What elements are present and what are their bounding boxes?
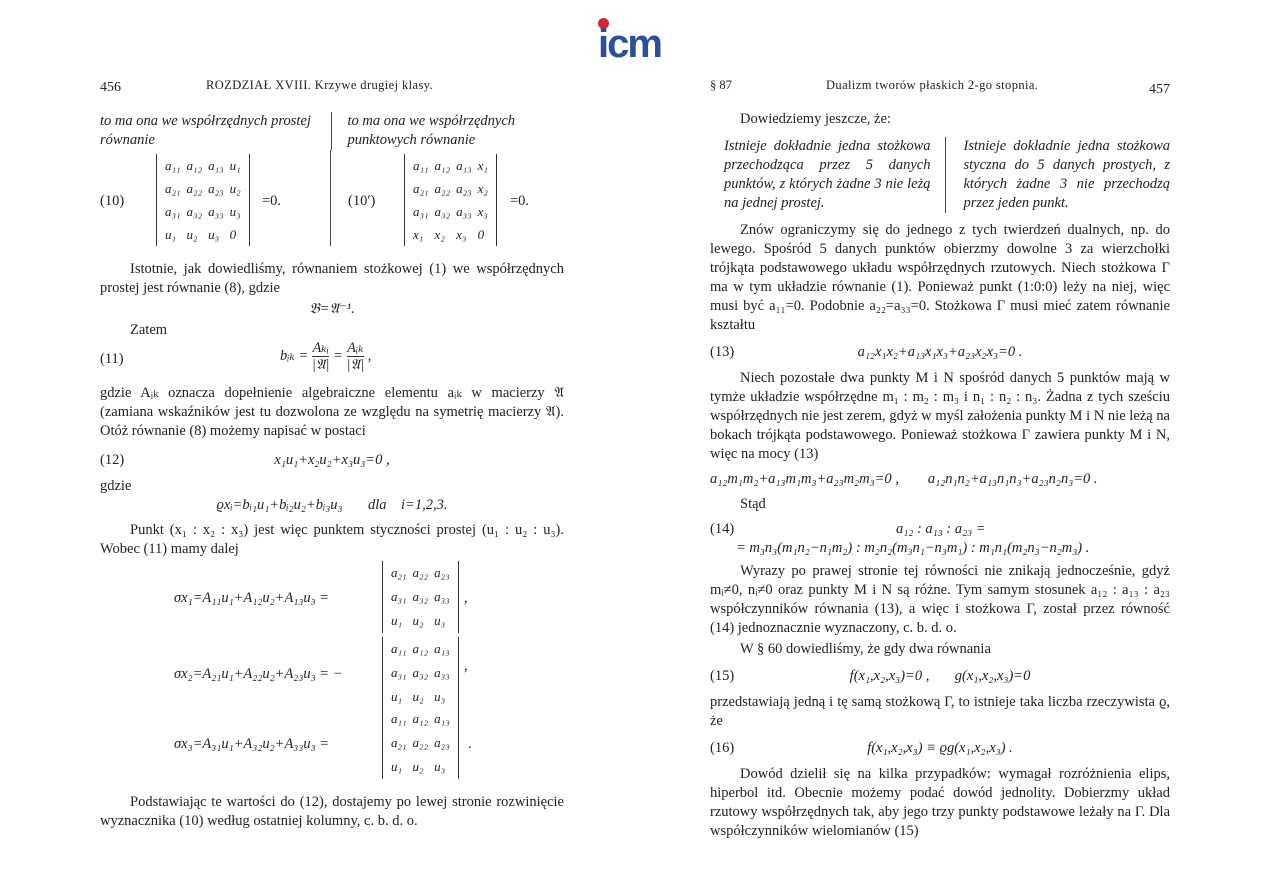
eq10p-cell: a₂₃ [456, 181, 472, 196]
dual-col-left: to ma ona we współrzędnych prostej równanie [100, 113, 311, 148]
eq10-cell: a₁₃ [208, 158, 224, 173]
right-section: § 87 [710, 78, 732, 92]
eq12-number: (12) [100, 452, 125, 468]
sigma-block [100, 561, 564, 791]
dual-columns-top [100, 112, 564, 150]
eq10p-cell: a₃₃ [456, 204, 472, 219]
sigma2-cell: a₁₂ [412, 641, 429, 656]
eq16-body: f(x₁,x₂,x₃) ≡ ϱg(x₁,x₂,x₃) . [867, 740, 1013, 756]
eq11-number: (11) [100, 351, 124, 367]
right-running-title: Dualizm tworów płaskich 2-go stopnia. [826, 78, 1039, 92]
eq10-row [162, 223, 244, 246]
sigma1-cell: a₃₃ [434, 589, 450, 604]
sigma2-cell: u₂ [412, 689, 424, 704]
sigma1-row [388, 561, 453, 585]
left-paragraph-3: Punkt (x₁ : x₂ : x₃) jest więc punktem styczności prostej (u₁ : u₂ : u₃). Wobec (11) mamy dalej [100, 522, 564, 557]
eq10-cell: u₃ [208, 227, 220, 242]
sigma1-row [388, 585, 453, 609]
eq11-f2-num: Aᵢₖ [347, 340, 364, 356]
eq10-cell: u₁ [229, 158, 241, 173]
eq10p-cell: a₂₂ [434, 181, 451, 196]
sigma1-row [388, 609, 453, 633]
sigma1-determinant [382, 561, 459, 633]
sigma3-cell: a₁₂ [412, 711, 429, 726]
sigma2-cell: a₁₃ [434, 641, 450, 656]
eq10-cell: u₂ [229, 181, 241, 196]
eq10p-cell: a₃₂ [434, 204, 451, 219]
sigma3-cell: u₂ [412, 759, 424, 774]
right-header [710, 72, 1170, 98]
left-page [100, 72, 564, 831]
eq-b: 𝔅=𝔄⁻¹. [309, 301, 355, 317]
eq10p-number: (10′) [348, 193, 376, 209]
eq11 [100, 340, 564, 378]
dual-theorems [710, 137, 1170, 213]
sigma3-cell: u₃ [434, 759, 446, 774]
sigma1-tail: , [464, 590, 468, 606]
eq10p-cell: a₂₁ [413, 181, 429, 196]
right-page [710, 72, 1170, 841]
eq13 [710, 341, 1170, 363]
sigma3-row [388, 731, 453, 755]
right-paragraph-4: W § 60 dowiedliśmy, że gdy dwa równania [740, 641, 991, 657]
sigma3-lhs: σx₃=A₃₁u₁+A₃₂u₂+A₃₃u₃ = [174, 736, 330, 752]
sigma1-cell: a₃₂ [412, 589, 429, 604]
eq10-determinant [156, 154, 250, 246]
right-paragraph-0: Dowiedziemy jeszcze, że: [740, 111, 891, 127]
left-paragraph-2: gdzie Aᵢₖ oznacza dopełnienie algebraiczne elementu aᵢₖ w macierzy 𝔄 (zamiana wskaźników jest tu dozwolona ze względu na symetrię macierzy 𝔄). Otóż równanie (8) możemy napisać w postaci [100, 385, 564, 439]
sigma2-cell: u₃ [434, 689, 446, 704]
sigma2-row [388, 685, 453, 709]
eq10p-cell: a₁₃ [456, 158, 472, 173]
eq10p-cell: x₂ [434, 227, 445, 242]
eq10-cell: a₂₁ [165, 181, 181, 196]
left-page-number: 456 [100, 80, 121, 95]
eq10p-tail: =0. [510, 193, 530, 209]
eq11-frac-1 [312, 340, 330, 373]
eq10-cell: u₁ [165, 227, 177, 242]
sigma3-row [388, 707, 453, 731]
eq10p-cell: a₁₁ [413, 158, 429, 173]
sigma1-cell: u₃ [434, 613, 446, 628]
sigma2-cell: a₁₁ [391, 641, 407, 656]
eq13-body: a₁₂x₁x₂+a₁₃x₁x₃+a₂₃x₂x₃=0 . [857, 344, 1023, 360]
eq15-body: f(x₁,x₂,x₃)=0 , g(x₁,x₂,x₃)=0 [849, 668, 1031, 684]
eq10-cell: a₂₃ [208, 181, 224, 196]
eq16-number: (16) [710, 740, 735, 756]
eq10-block [100, 154, 564, 250]
eq10p-cell: x₂ [477, 181, 488, 196]
eq10-cell: u₂ [186, 227, 198, 242]
sigma2-cell: a₃₁ [391, 665, 407, 680]
eq13-number: (13) [710, 344, 735, 360]
sigma3-determinant [382, 707, 459, 779]
eq10p-cell: a₁₂ [434, 158, 451, 173]
right-paragraph-1: Znów ograniczymy się do jednego z tych twierdzeń dualnych, np. do lewego. Spośród 5 danych punktów obierzmy dowolne 3 za wierzchołki trójkąta podstawowego układu współrzędnych rzutowych. Niech stożkowa Γ ma w tym układzie równanie (1). Ponieważ punkt (1:0:0) leży na niej, więc musi być a₁₁=0. Podobnie a₂₂=a₃₃=0. Stożkowa Γ musi mieć zatem równanie kształtu [710, 222, 1170, 333]
left-running-title: ROZDZIAŁ XVIII. Krzywe drugiej klasy. [206, 78, 434, 92]
stad: Stąd [740, 496, 766, 512]
eq16 [710, 737, 1170, 759]
sigma3-cell: u₁ [391, 759, 403, 774]
eq10-cell: a₃₂ [186, 204, 203, 219]
eq10-tail: =0. [262, 193, 282, 209]
right-paragraph-3: Wyrazy po prawej stronie tej równości nie znikają jednocześnie, gdyż mᵢ≠0, nᵢ≠0 oraz punkty M i N są różne. Tym samym stosunek a₁₂ : a₁₃ : a₂₃ współczynników równania (13), a więc i stożkowa Γ, został przez równość (14) jednoznacznie wyznaczony, c. b. d. o. [710, 563, 1170, 636]
eq10p-cell: x₃ [477, 204, 488, 219]
eq10p-cell: x₁ [413, 227, 424, 242]
eq11-frac-2 [347, 340, 365, 373]
eq12-body: x₁u₁+x₂u₂+x₃u₃=0 , [274, 452, 390, 468]
right-paragraph-6: Dowód dzielił się na kilka przypadków: wymagał rozróżnienia elips, hiperbol itd. Obecnie możemy podać dowód jednolity. Dobierzmy układ rzutowy współrzędnych tak, aby jego trzy punkty podstawowe leżały na Γ. Dla współczynników wielomianów (15) [710, 766, 1170, 839]
left-header [100, 72, 564, 98]
sigma1-cell: a₃₁ [391, 589, 407, 604]
sigma3-cell: a₂₃ [434, 735, 450, 750]
eq10-row [162, 200, 244, 223]
eq14-line-1: a₁₂ : a₁₃ : a₂₃ = [896, 521, 986, 537]
eq11-f1-num: Aₖᵢ [312, 340, 329, 356]
sigma3-cell: a₁₁ [391, 711, 407, 726]
eq14-number: (14) [710, 521, 735, 537]
sigma3-tail: . [468, 736, 472, 752]
sigma2-row [388, 637, 453, 661]
sigma2-row [388, 661, 453, 685]
eq11-body [280, 340, 371, 373]
sigma1-cell: u₂ [412, 613, 424, 628]
eq-mn: a₁₂m₁m₂+a₁₃m₁m₃+a₂₃m₂m₃=0 , a₁₂n₁n₂+a₁₃n₁n₃+a₂₃n₂n₃=0 . [710, 471, 1098, 487]
sigma3-cell: a₂₂ [412, 735, 429, 750]
eq10p-row [410, 200, 491, 223]
eq10p-row [410, 154, 491, 177]
eq10-cell: a₂₂ [186, 181, 203, 196]
icm-logo [598, 18, 678, 64]
theorem-right: Istnieje dokładnie jedna stożkowa styczna do 5 danych prostych, z których żadne 3 nie przechodzą przez jeden punkt. [945, 137, 1171, 213]
sigma3-row [388, 755, 453, 779]
gdzie: gdzie [100, 478, 132, 494]
eq11-f2-den: |𝔄| [346, 357, 365, 373]
left-paragraph-4: Podstawiając te wartości do (12), dostajemy po lewej stronie rozwinięcie wyznacznika (10) według ostatniej kolumny, c. b. d. o. [100, 794, 564, 829]
sigma1-cell: u₁ [391, 613, 403, 628]
eq10p-row [410, 223, 491, 246]
eq11-mid: = [333, 347, 343, 364]
sigma3-cell: a₂₁ [391, 735, 407, 750]
eq14 [710, 518, 1170, 558]
eq10-cell: 0 [229, 227, 237, 242]
eq15-number: (15) [710, 668, 735, 684]
sigma1-cell: a₂₂ [412, 565, 429, 580]
eq10-cell: a₁₂ [186, 158, 203, 173]
eq14-line-2: = m₃n₃(m₁n₂−n₁m₂) : m₂n₂(m₃n₁−n₃m₁) : m₁n₁(m₂n₃−n₂m₃) . [736, 540, 1090, 556]
sigma2-cell: a₃₃ [434, 665, 450, 680]
sigma1-cell: a₂₁ [391, 565, 407, 580]
eq10-cell: a₃₃ [208, 204, 224, 219]
sigma3-cell: a₁₃ [434, 711, 450, 726]
eq10-row [162, 177, 244, 200]
eq15 [710, 665, 1170, 687]
eq10-cell: a₁₁ [165, 158, 181, 173]
eq-rho: ϱxᵢ=bᵢ₁u₁+bᵢ₂u₂+bᵢ₃u₃ dla i=1,2,3. [216, 497, 448, 513]
sigma1-lhs: σx₁=A₁₁u₁+A₁₂u₂+A₁₃u₃ = [174, 590, 330, 606]
theorem-left: Istnieje dokładnie jedna stożkowa przechodząca przez 5 danych punktów, z których żadne 3 nie leżą na jednej prostej. [724, 138, 931, 211]
sigma1-cell: a₂₃ [434, 565, 450, 580]
eq10p-cell: 0 [477, 227, 485, 242]
logo-text: icm [598, 22, 661, 66]
eq10p-cell: x₃ [456, 227, 467, 242]
right-paragraph-5: przedstawiają jedną i tę samą stożkową Γ, to istnieje taka liczba rzeczywista ϱ, że [710, 694, 1170, 729]
eq10p-cell: x₁ [477, 158, 488, 173]
eq12 [100, 449, 564, 471]
sigma2-cell: a₃₂ [412, 665, 429, 680]
sigma2-tail: , [464, 658, 468, 674]
sigma2-determinant [382, 637, 459, 709]
eq10-row [162, 154, 244, 177]
right-paragraph-2: Niech pozostałe dwa punkty M i N spośród danych 5 punktów mają w tymże układzie współrzędne m₁ : m₂ : m₃ i n₁ : n₂ : n₃. Żadna z tych sześciu współrzędnych nie jest zerem, gdyż w myśl założenia punkty M i N nie leżą na bokach trójkąta podstawowego. Ponieważ stożkowa Γ zawiera punkty M i N, więc na mocy (13) [710, 370, 1170, 462]
sigma2-lhs: σx₂=A₂₁u₁+A₂₂u₂+A₂₃u₃ = − [174, 666, 343, 682]
right-page-number: 457 [1149, 82, 1170, 97]
eq10p-row [410, 177, 491, 200]
eq10p-determinant [404, 154, 497, 246]
left-paragraph-1: Istotnie, jak dowiedliśmy, równaniem stożkowej (1) we współrzędnych prostej jest równanie (8), gdzie [100, 261, 564, 296]
eq10-cell: u₃ [229, 204, 241, 219]
eq10-cell: a₃₁ [165, 204, 181, 219]
eq10-number: (10) [100, 193, 125, 209]
zatem: Zatem [130, 322, 168, 338]
eq11-lhs: bᵢₖ = [280, 347, 309, 364]
eq11-tail: , [367, 347, 372, 364]
eq11-f1-den: |𝔄| [311, 357, 330, 373]
divider [330, 150, 331, 246]
dual-col-right: to ma ona we współrzędnych punktowych równanie [331, 112, 565, 150]
eq10p-cell: a₃₁ [413, 204, 429, 219]
sigma2-cell: u₁ [391, 689, 403, 704]
